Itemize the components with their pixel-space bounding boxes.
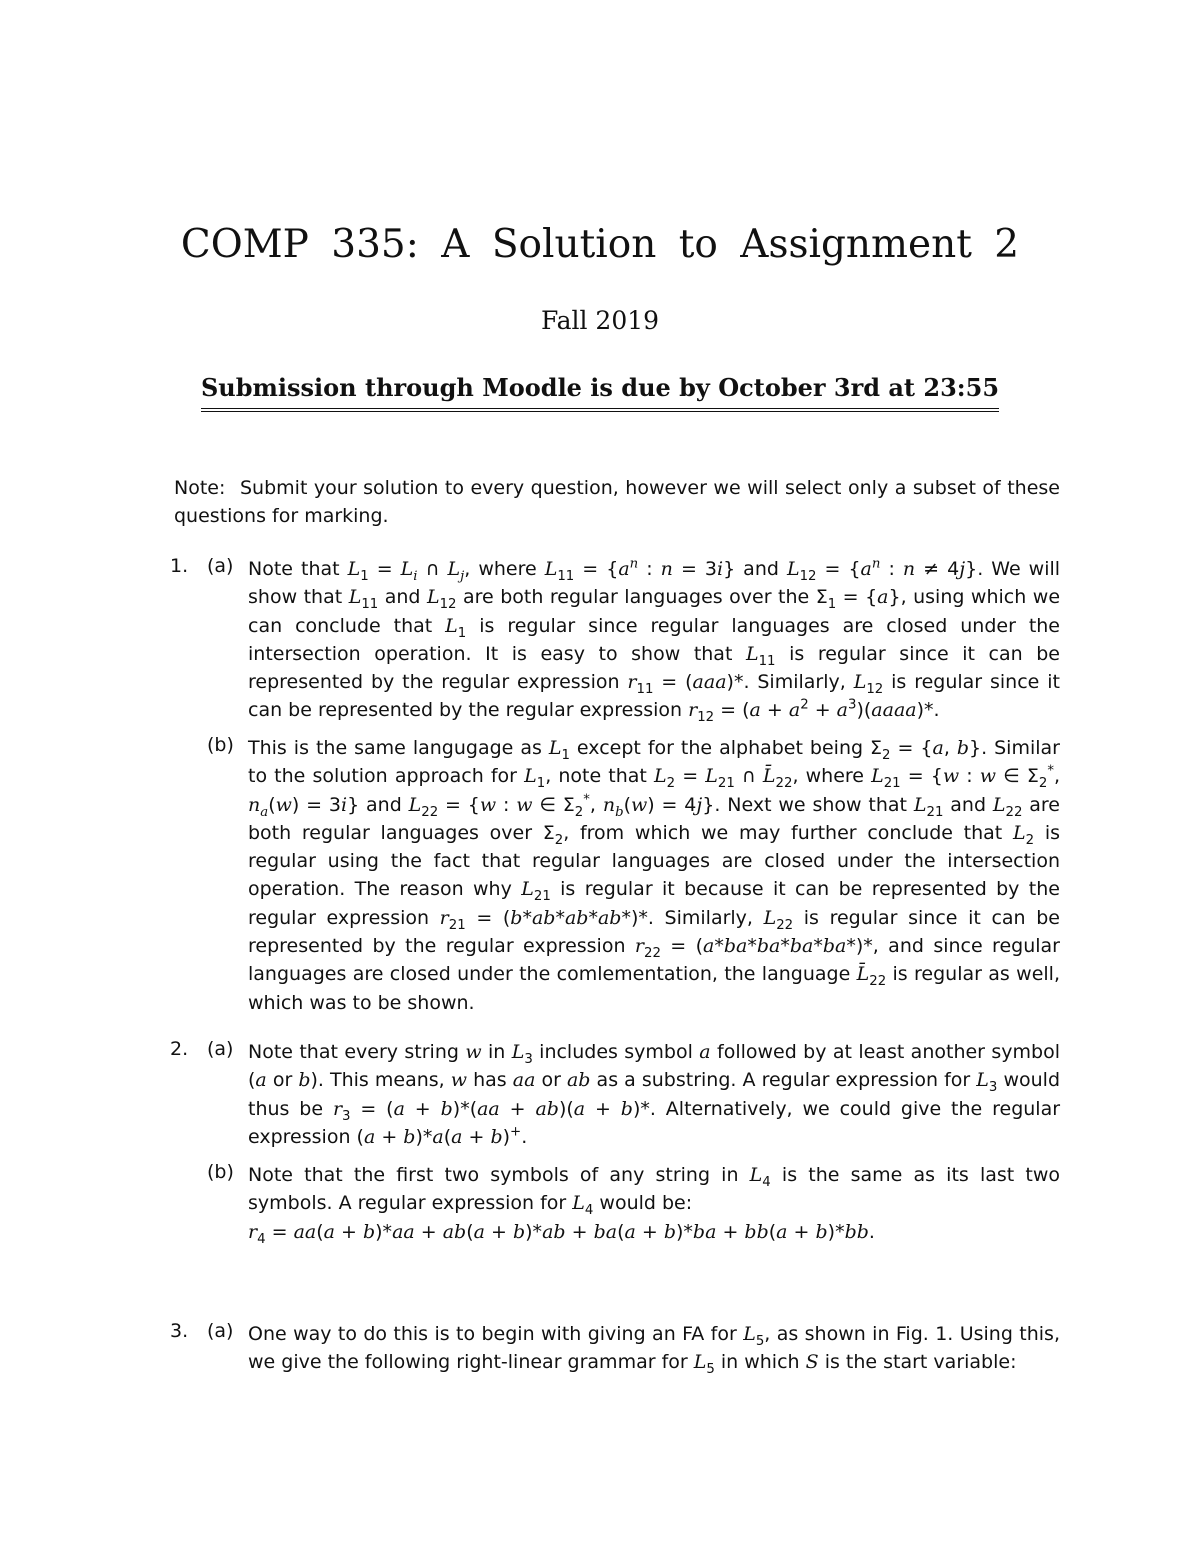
note-block [174, 474, 1060, 531]
question-1a-label: (a) [207, 555, 234, 577]
question-2b-text: Note that the first two symbols of any string in $L_4$ is the same as its last two symbols. A regular expression for $L_4$ would be: $r_4 = aa(a + b)*aa + ab(a + b)*ab + ba(a + b)*ba + bb(a + b)*bb$. [248, 1164, 1061, 1247]
note-text: Submit your solution to every question, however we will select only a subset of these questions for marking. [174, 477, 1060, 528]
question-1b-text: This is the same langugage as $L_1$ except for the alphabet being $\Sigma_2 = \{a$, b}. Similar to the solution approach for $L_1$, note that $L_2 = L_{21}$ ∩ $L̄_{22}$, where $L_{21} = \{w$ : w ∈ $\Sigma_2^*$, $n_a(w) = 3i$} and $L_{22} = \{w$ : w ∈ $\Sigma_2^*$, $n_b(w) = 4j$}. Next we show that $L_{21}$ and $L_{22}$ are both regular languages over $\Sigma_2$, from which we may further conclude that $L_2$ is regular using the fact that regular languages are closed under the intersection operation. The reason why $L_{21}$ is regular it because it can be represented by the regular expression $r_{21} = (b*ab*ab*ab*)*$. Similarly, $L_{22}$ is regular since it can be represented by the regular expression $r_{22} = (a*ba*ba*ba*ba*)*$, and since regular languages are closed under the comlementation, the language $L̄_{22}$ is regular as well, which was to be shown. [248, 737, 1061, 1014]
question-3a-text: One way to do this is to begin with giving an FA for $L_5$, as shown in Fig. 1. Using this, we give the following right-linear grammar for $L_5$ in which S is the start variable: [248, 1323, 1060, 1378]
due-text: Submission through Moodle is due by October 3rd at 23:55 [201, 373, 999, 412]
due-banner [0, 373, 1200, 412]
question-2-number: 2. [170, 1038, 189, 1060]
question-1-number: 1. [170, 555, 189, 577]
question-2b-label: (b) [207, 1161, 234, 1183]
question-2a-label: (a) [207, 1038, 234, 1060]
question-2a-text: Note that every string w in $L_3$ includes symbol a followed by at least another symbol (a or b). This means, w has aa or ab as a substring. A regular expression for $L_3$ would thus be $r_3 = (a + b)*(aa + ab)(a + b)*$. Alternatively, we could give the regular expression (a + b)*a(a + b)+. [248, 1041, 1061, 1148]
question-3-number: 3. [170, 1320, 189, 1342]
page-title: COMP 335: A Solution to Assignment 2 [180, 222, 1020, 267]
question-1b-label: (b) [207, 734, 234, 756]
term-label: Fall 2019 [540, 306, 660, 335]
question-3a-label: (a) [207, 1320, 234, 1342]
question-1a-text: Note that $L_1 = L_i$ ∩ $L_j$, where $L_{11} = \{a^n$ : n = 3i} and $L_{12} = \{a^n$ : n ≠ 4j}. We will show that $L_{11}$ and $L_{12}$ are both regular languages over the $\Sigma_1 = \{a\}$, using which we can conclude that $L_1$ is regular since regular languages are closed under the intersection operation. It is easy to show that $L_{11}$ is regular since it can be represented by the regular expression $r_{11} = (aaa)*$. Similarly, $L_{12}$ is regular since it can be represented by the regular expression $r_{12} = (a + a^2$ + $a^3)(aaaa)*$. [248, 556, 1061, 726]
note-label: Note: [174, 477, 226, 499]
